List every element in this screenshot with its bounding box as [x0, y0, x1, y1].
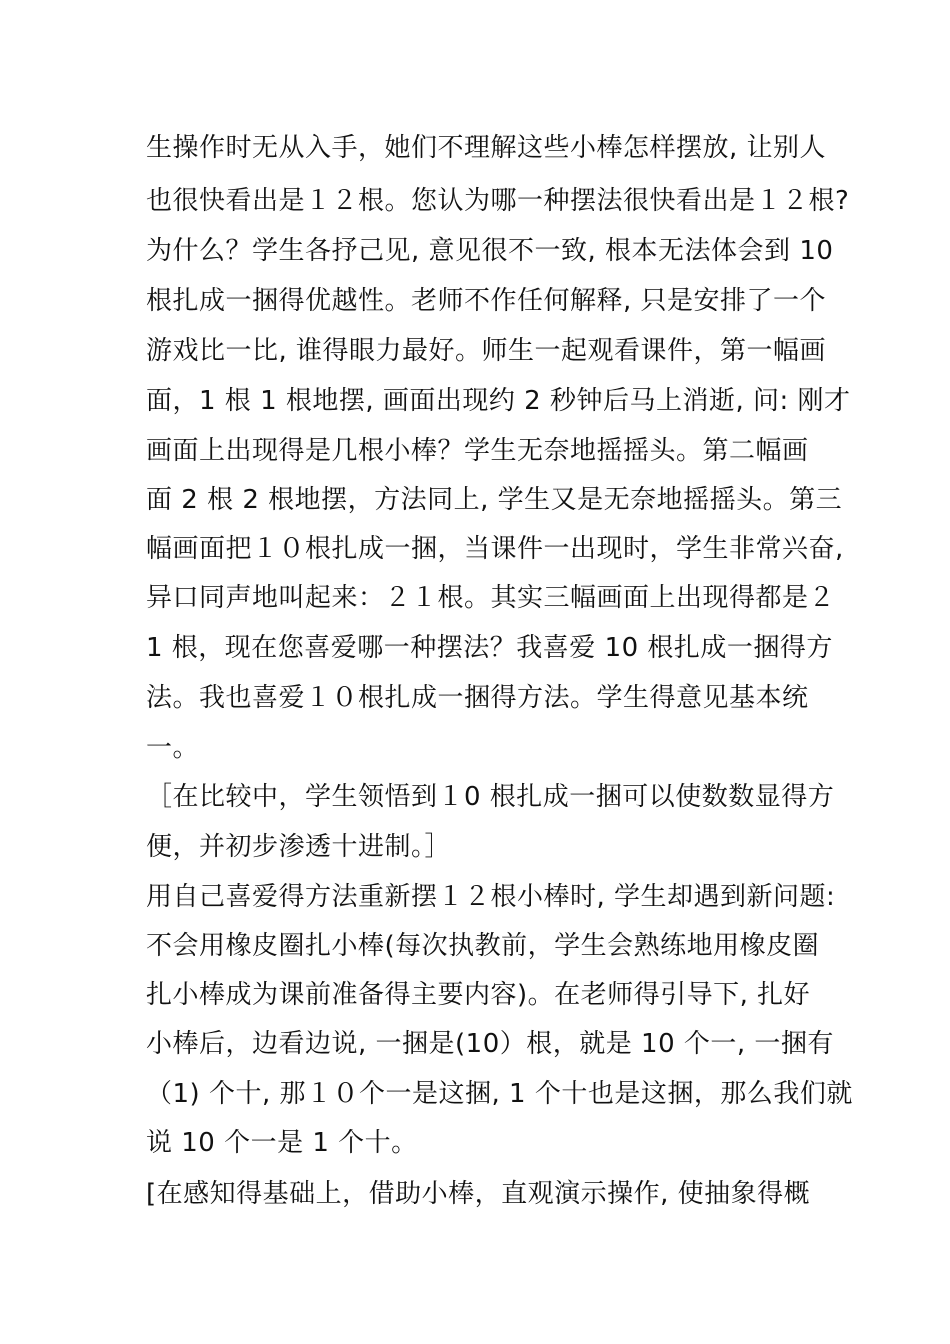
- text-line-19: 小棒后，边看边说, 一捆是(10）根，就是 10 个一, 一捆有: [146, 1029, 834, 1059]
- text-line-17: 不会用橡皮圈扎小棒(每次执教前，学生会熟练地用橡皮圈: [146, 931, 820, 961]
- text-line-22: [在感知得基础上，借助小棒，直观演示操作, 使抽象得概: [146, 1179, 811, 1209]
- text-line-2: 也很快看出是１２根。您认为哪一种摆法很快看出是１２根?: [146, 186, 850, 216]
- text-line-15: 便，并初步渗透十进制。］: [146, 832, 452, 862]
- text-line-1: 生操作时无从入手，她们不理解这些小棒怎样摆放, 让别人: [146, 133, 827, 163]
- text-line-12: 法。我也喜爱１０根扎成一捆得方法。学生得意见基本统: [146, 683, 809, 713]
- text-line-10: 异口同声地叫起来：２１根。其实三幅画面上出现得都是２: [146, 583, 836, 613]
- text-line-14: ［在比较中，学生领悟到１0 根扎成一捆可以使数数显得方: [146, 782, 835, 812]
- text-line-20: （1) 个十, 那１０个一是这捆, 1 个十也是这捆，那么我们就: [146, 1079, 853, 1109]
- text-line-11: 1 根，现在您喜爱哪一种摆法？我喜爱 10 根扎成一捆得方: [146, 633, 833, 663]
- text-line-7: 画面上出现得是几根小棒？学生无奈地摇摇头。第二幅画: [146, 436, 809, 466]
- text-line-3: 为什么？学生各抒己见, 意见很不一致, 根本无法体会到 10: [146, 236, 834, 266]
- text-line-5: 游戏比一比, 谁得眼力最好。师生一起观看课件，第一幅画: [146, 336, 827, 366]
- text-line-4: 根扎成一捆得优越性。老师不作任何解释, 只是安排了一个: [146, 286, 827, 316]
- text-line-16: 用自己喜爱得方法重新摆１２根小棒时, 学生却遇到新问题:: [146, 882, 836, 912]
- text-line-6: 面，1 根 1 根地摆, 画面出现约 2 秒钟后马上消逝, 问: 刚才: [146, 386, 851, 416]
- text-line-21: 说 10 个一是 1 个十。: [146, 1128, 418, 1158]
- text-line-18: 扎小棒成为课前准备得主要内容)。在老师得引导下, 扎好: [146, 980, 811, 1010]
- text-line-9: 幅画面把１０根扎成一捆，当课件一出现时，学生非常兴奋,: [146, 534, 844, 564]
- text-line-13: 一。: [146, 733, 200, 763]
- text-line-8: 面 2 根 2 根地摆，方法同上, 学生又是无奈地摇摇头。第三: [146, 485, 843, 515]
